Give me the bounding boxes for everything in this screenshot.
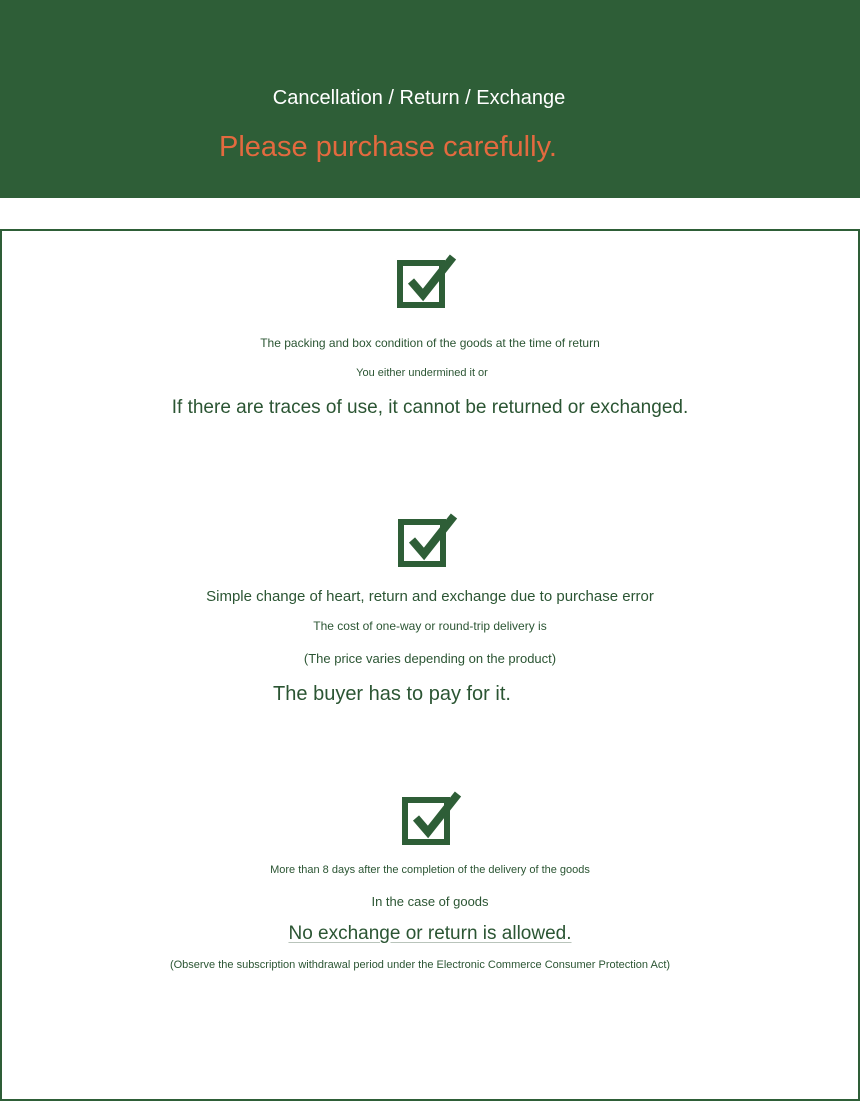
checkbox-checked-icon: [402, 790, 462, 846]
section-3-line-3: No exchange or return is allowed.: [288, 923, 572, 944]
section-2-line-4: The buyer has to pay for it.: [273, 683, 511, 705]
section-2-line-1: Simple change of heart, return and exchange due to purchase error: [206, 588, 654, 605]
section-2-line-3: (The price varies depending on the product): [303, 651, 557, 666]
section-2-line-2: The cost of one-way or round-trip delivery is: [313, 619, 547, 633]
section-1-line-1: The packing and box condition of the goods at the time of return: [260, 336, 600, 350]
checkbox-checked-icon: [397, 253, 457, 309]
section-3-line-1: More than 8 days after the completion of the delivery of the goods: [270, 864, 590, 876]
checkbox-checked-icon: [398, 512, 458, 568]
section-3-line-4: (Observe the subscription withdrawal period under the Electronic Commerce Consumer Protection Act): [169, 959, 671, 971]
section-3-line-2: In the case of goods: [371, 894, 489, 909]
header-warning: Please purchase carefully.: [219, 131, 557, 163]
section-1-line-3: If there are traces of use, it cannot be returned or exchanged.: [171, 397, 689, 418]
header-title: Cancellation / Return / Exchange: [272, 87, 566, 109]
section-1-line-2: You either undermined it or: [356, 367, 488, 379]
policy-panel: [0, 229, 860, 1101]
header-banner: [0, 0, 860, 198]
